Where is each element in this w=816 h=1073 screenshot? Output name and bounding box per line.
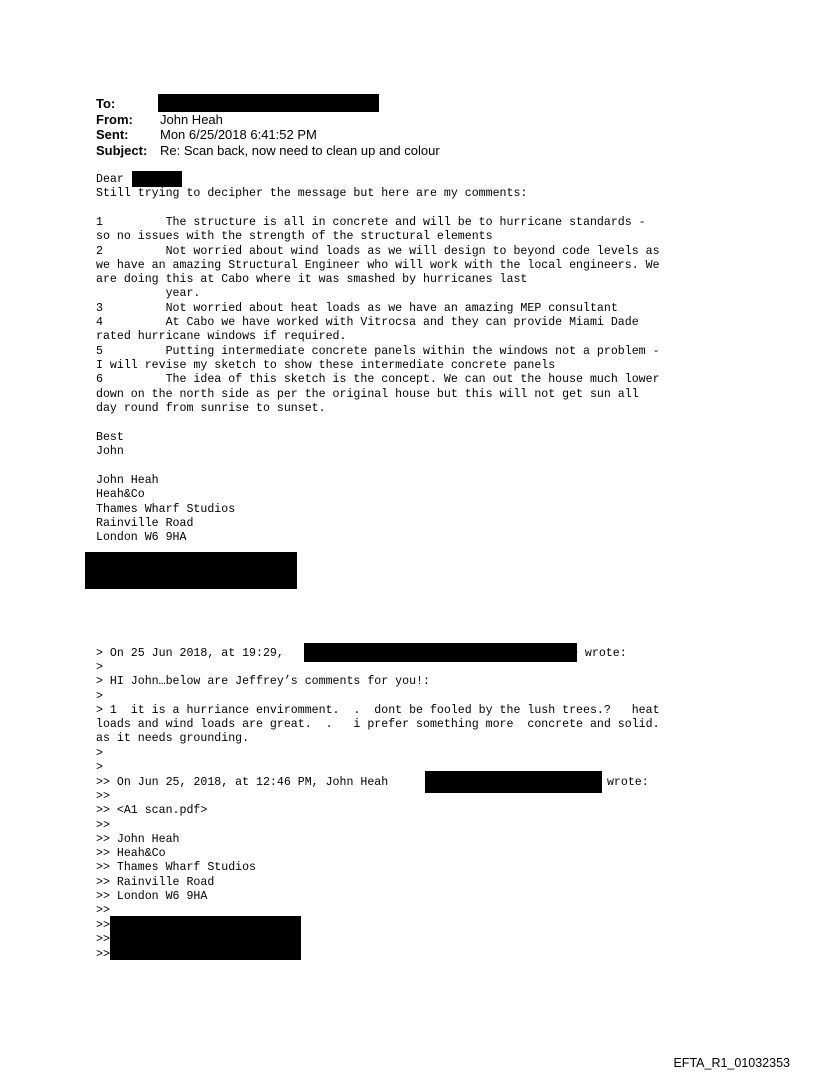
quoted-line1-prefix: > On 25 Jun 2018, at 19:29, [96, 647, 284, 660]
signature: John Heah Heah&Co Thames Wharf Studios Rainville Road London W6 9HA [96, 474, 236, 545]
sent-row [96, 127, 440, 143]
redaction-quoted-signature [110, 916, 301, 960]
sent-label: Sent: [96, 127, 129, 142]
greeting: Dear [96, 173, 124, 186]
redaction-sender-email [304, 643, 577, 662]
from-value: John Heah [160, 111, 223, 127]
sent-value: Mon 6/25/2018 6:41:52 PM [160, 127, 317, 142]
quoted-line2-prefix: >> On Jun 25, 2018, at 12:46 PM, John Heah [96, 776, 389, 789]
quoted-line2-suffix: wrote: [600, 776, 649, 789]
redaction-john-email [425, 771, 602, 793]
bates-number: EFTA_R1_01032353 [673, 1056, 790, 1070]
subject-label: Subject: [96, 142, 148, 158]
subject-row [96, 143, 440, 159]
redaction-signature-block [85, 552, 297, 589]
from-label: From: [96, 111, 133, 127]
signoff: Best John [96, 431, 124, 459]
subject-value: Re: Scan back, now need to clean up and colour [160, 142, 440, 158]
quoted-text2: >> >> <A1 scan.pdf> >> >> John Heah >> Heah&Co >> Thames Wharf Studios >> Rainville Road >> London W6 9HA >> [96, 790, 257, 918]
quoted-tail: >> >> >> [96, 919, 110, 961]
intro-line: Still trying to decipher the message but here are my comments: [96, 187, 528, 200]
from-row [96, 112, 440, 128]
comment-points: 1 The structure is all in concrete and will be to hurricane standards - so no issues with the strength of the structural elements 2 Not worried about wind loads as we will design to beyond code levels as we have an amazing Structural Engineer who will work with the local engineers. We are doing this at Cabo where it was smashed by hurricanes last year. 3 Not worried about heat loads as we have an amazing MEP consultant 4 At Cabo we have worked with Vitrocsa and they can provide Miami Dade rated hurricane windows if required. 5 Putting intermediate concrete panels within the windows not a problem - I will revise my sketch to show these intermediate concrete panels 6 The idea of this sketch is the concept. We can out the house much lower down on the north side as per the original house but this will not get sun all day round from sunrise to sunset. [96, 216, 660, 415]
to-label: To: [96, 96, 116, 111]
redaction-greeting-name [132, 171, 182, 187]
redaction-to [158, 94, 379, 112]
quoted-text: > > HI John…below are Jeffrey’s comments for you!: > > 1 it is a hurriance enviromment. . dont be fooled by the lush trees.? heat loads and wind loads are great. . i prefer something more concrete and solid. as it needs grounding. > > [96, 661, 660, 775]
quoted-line1-suffix: > wrote: [571, 647, 627, 660]
